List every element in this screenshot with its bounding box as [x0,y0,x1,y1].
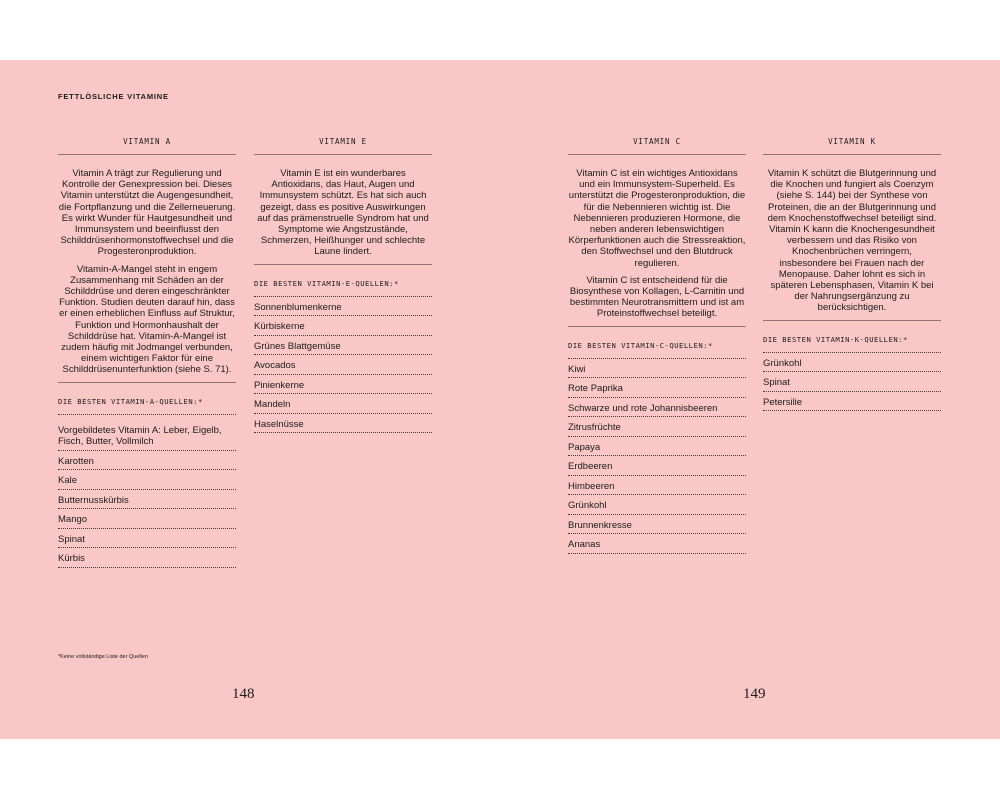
column-body [58,168,236,376]
source-item: Zitrusfrüchte [568,417,746,437]
column-heading: VITAMIN K [763,137,941,155]
source-item: Pinienkerne [254,375,432,395]
column-vitamin-e [254,137,432,433]
source-item: Kiwi [568,359,746,379]
section-title: FETTLÖSLICHE VITAMINE [58,92,169,101]
source-item: Vorgebildetes Vitamin A: Leber, Eigelb, Fisch, Butter, Vollmilch [58,415,236,451]
source-item: Kürbiskerne [254,316,432,336]
source-item: Mandeln [254,394,432,414]
source-item: Sonnenblumenkerne [254,297,432,317]
sources-heading: DIE BESTEN VITAMIN-E-QUELLEN:* [254,265,432,297]
source-item: Schwarze und rote Johannisbeeren [568,398,746,418]
paragraph: Vitamin C ist ein wichtiges Antioxidans und ein Immunsystem-Superheld. Es unterstützt die Progesteronproduktion, die für die Nebennieren wichtig ist. Die Nebennieren produzieren Hormone, die neben anderen lebenswichtigen Körperfunktionen auch die Stressreaktion, den Stoffwechsel und den Blutdruck regulieren. [568,168,746,269]
source-item: Papaya [568,437,746,457]
sources-list [254,264,432,434]
footnote: *Keine vollständige Liste der Quellen [58,654,148,660]
paragraph: Vitamin A trägt zur Regulierung und Kontrolle der Genexpression bei. Dieses Vitamin unterstützt die Augengesundheit, die Fortpflanzung und die Zellerneuerung. Es wirkt Wunder für Hautgesundheit und Immunsystem und beeinflusst den Schilddrüsenhormonstoffwechsel und die Progesteronproduktion. [58,168,236,258]
source-item: Rote Paprika [568,378,746,398]
source-item: Spinat [763,372,941,392]
column-body [568,168,746,320]
sources-heading: DIE BESTEN VITAMIN-C-QUELLEN:* [568,327,746,359]
column-body [763,168,941,314]
column-body [254,168,432,258]
page-number-right: 149 [743,686,766,702]
paragraph: Vitamin-A-Mangel steht in engem Zusammenhang mit Schäden an der Schilddrüse und deren eingeschränkter Funktion. Studien deuten darauf hin, dass er einen erheblichen Einfluss auf Struktur, Funktion und Hormonhaushalt der Schilddrüse hat. Vitamin-A-Mangel ist zudem häufig mit Jodmangel verbunden, einem wichtigen Faktor für eine Schilddrüsenunterfunktion (siehe S. 71). [59,263,235,376]
sources-list [58,382,236,568]
source-item: Grünkohl [568,495,746,515]
column-vitamin-a [58,137,236,568]
source-item: Kürbis [58,548,236,568]
column-heading: VITAMIN A [58,137,236,155]
source-item: Mango [58,509,236,529]
paragraph: Vitamin C ist entscheidend für die Biosynthese von Kollagen, L-Carnitin und bestimmten Neurotransmittern und ist am Proteinstoffwechsel beteiligt. [569,274,745,320]
source-item: Avocados [254,355,432,375]
paragraph: Vitamin E ist ein wunderbares Antioxidans, das Haut, Augen und Immunsystem schützt. Es hat sich auch gezeigt, dass es positive Auswirkungen auf das prämenstruelle Syndrom hat und Symptome wie Angstzustände, Schmerzen, Heißhunger und schlechte Laune lindert. [257,168,429,258]
column-vitamin-c [568,137,746,554]
column-heading: VITAMIN C [568,137,746,155]
source-item: Brunnenkresse [568,515,746,535]
source-item: Grünkohl [763,353,941,373]
source-item: Butternusskürbis [58,490,236,510]
sources-list [568,326,746,554]
source-item: Spinat [58,529,236,549]
source-item: Kale [58,470,236,490]
source-item: Erdbeeren [568,456,746,476]
sources-heading: DIE BESTEN VITAMIN-K-QUELLEN:* [763,321,941,353]
source-item: Grünes Blattgemüse [254,336,432,356]
sources-heading: DIE BESTEN VITAMIN-A-QUELLEN:* [58,383,236,415]
source-item: Ananas [568,534,746,554]
page-number-left: 148 [232,686,255,702]
source-item: Petersilie [763,392,941,412]
column-heading: VITAMIN E [254,137,432,155]
source-item: Haselnüsse [254,414,432,434]
sources-list [763,320,941,412]
column-vitamin-k [763,137,941,411]
paragraph: Vitamin K schützt die Blutgerinnung und die Knochen und fungiert als Coenzym (siehe S. 144) bei der Synthese von Proteinen, die an der Blutgerinnung und dem Knochenstoffwechsel beteiligt sind. Vitamin K kann die Knochengesundheit verbessern und das Risiko von Knochenbrüchen verringern, insbesondere bei Frauen nach der Menopause. Daher lohnt es sich in späteren Lebensphasen, Vitamin K bei der Nahrungsergänzung zu berücksichtigen. [767,168,937,314]
source-item: Karotten [58,451,236,471]
source-item: Himbeeren [568,476,746,496]
